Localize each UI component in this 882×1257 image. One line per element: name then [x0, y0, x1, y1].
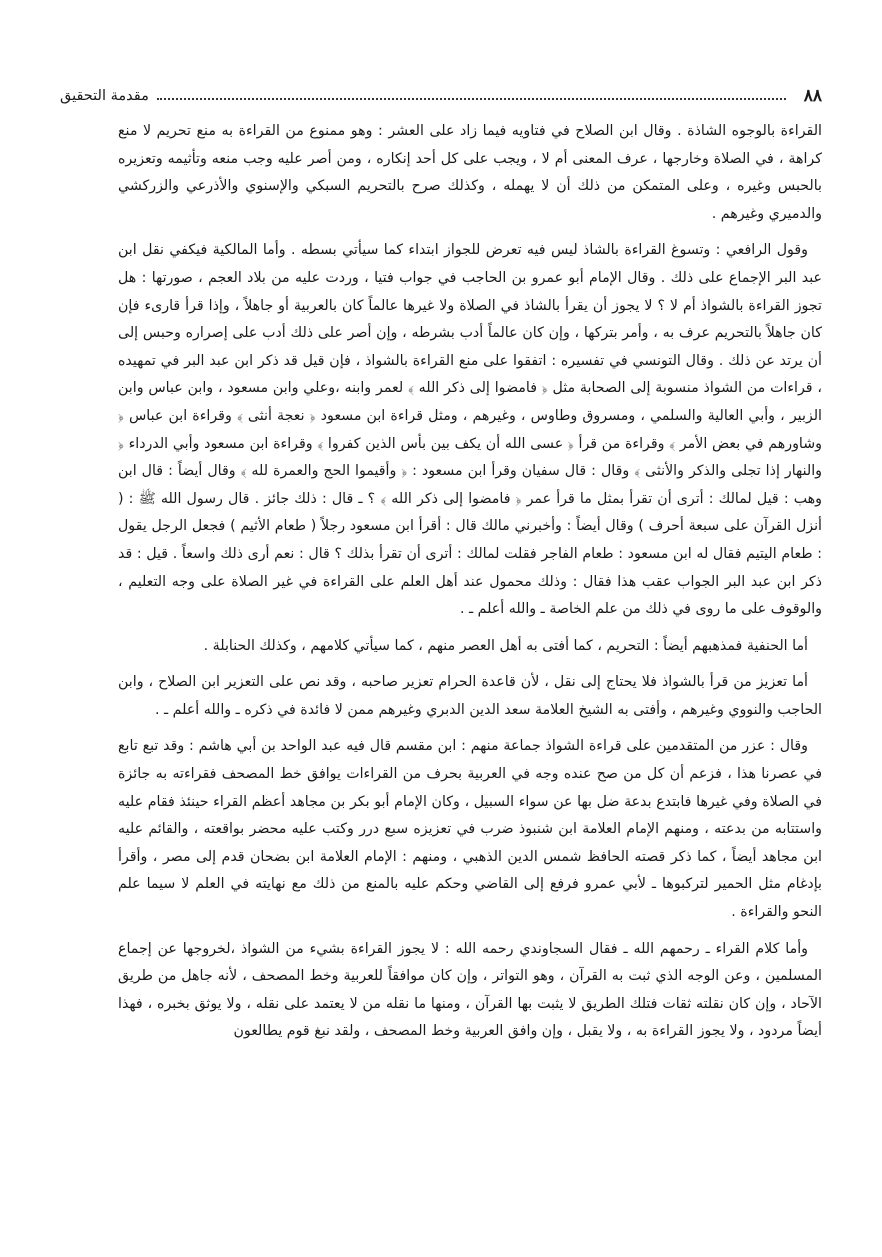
page-header — [60, 82, 822, 110]
body-text — [118, 118, 822, 1046]
running-title: مقدمة التحقيق — [60, 88, 149, 104]
paragraph: وأما كلام القراء ـ رحمهم الله ـ فقال السجاوندي رحمه الله : لا يجوز القراءة بشيء من الشواذ ،لخروجها عن إجماع المسلمين ، وعن الوجه الذي ثبت به القرآن ، وهو التواتر ، وإن كان موافقاً للعربية وخط المصحف ، لأنه جاهل من طريق الآحاد ، وإن كان نقلته ثقات فتلك الطريق لا يثبت بها القرآن ، ومنها ما نقله من لا يعتمد على نقله ، ولا يوثق بخبره ، فهذا أيضاً مردود ، ولا يجوز القراءة به ، ولا يقبل ، وإن وافق العربية وخط المصحف ، ولقد نبغ قوم يطالعون — [118, 940, 822, 1040]
header-dotted-leader — [157, 98, 786, 100]
paragraph: وقول الرافعي : وتسوغ القراءة بالشاذ ليس فيه تعرض للجواز ابتداء كما سيأتي بسطه . وأما المالكية فيكفي نقل ابن عبد البر الإجماع على ذلك . وقال الإمام أبو عمرو بن الحاجب في جواب فتيا ، وردت عليه من بلاد العجم ، صورتها : هل تجوز القراءة بالشواذ أم لا ؟ لا يجوز أن يقرأ بالشاذ في الصلاة ولا غيرها عالماً كان بالعربية أو جاهلاً ، وإذا قرأ قارىء فإن كان جاهلاً بالتحريم عرف به ، وأمر بتركها ، وإن كان عالماً أدب بشرطه ، وإن أصر على ذلك أدب على إصراره وحبس إلى أن يرتد عن ذلك . وقال التونسي في تفسيره : اتفقوا على منع القراءة بالشواذ ، فإن قيل قد ذكر ابن عبد البر في تمهيده ، قراءات من الشواذ منسوبة إلى الصحابة مثل ﴿ فامضوا إلى ذكر الله ﴾ لعمر وابنه ،وعلي وابن مسعود ، وابن عباس وابن الزبير ، وأبي العالية والسلمي ، ومسروق وطاوس ، وغيرهم ، ومثل قراءة ابن مسعود ﴿ نعجة أنثى ﴾ وقراءة ابن عباس ﴿ وشاورهم في بعض الأمر ﴾ وقراءة من قرأ ﴿ عسى الله أن يكف بين بأس الذين كفروا ﴾ وقراءة ابن مسعود وأبي الدرداء ﴿ والنهار إذا تجلى والذكر والأنثى ﴾ وقال : قال سفيان وقرأ ابن مسعود : ﴿ وأقيموا الحج والعمرة لله ﴾ وقال أيضاً : قال ابن وهب : قيل لمالك : أترى أن تقرأ بمثل ما قرأ عمر ﴿ فامضوا إلى ذكر الله ﴾ ؟ ـ قال : ذلك جائز . قال رسول الله ﷺ : ( أنزل القرآن على سبعة أحرف ) وقال أيضاً : وأخبرني مالك قال : أقرأ ابن مسعود رجلاً ( طعام الأثيم ) فجعل الرجل يقول : طعام اليتيم فقال له ابن مسعود : طعام الفاجر فقلت لمالك : أترى أن تقرأ بذلك ؟ قال : نعم أرى ذلك واسعاً . قيل : قد ذكر ابن عبد البر الجواب عقب هذا فقال : وذلك محمول عند أهل العلم على القراءة في غير الصلاة على وجه التعليم ، والوقوف على ما روى في ذلك من علم الخاصة ـ والله أعلم ـ . — [118, 242, 822, 618]
paragraph: وقال : عزر من المتقدمين على قراءة الشواذ جماعة منهم : ابن مقسم قال فيه عبد الواحد بن أبي هاشم : وقد تبع تابع في عصرنا هذا ، فزعم أن كل من صح عنده وجه في العربية بحرف من القراءات يوافق خط المصحف فقراءته به جائزة في الصلاة وفي غيرها فابتدع بدعة ضل بها عن سواء السبيل ، وكان الإمام أبو بكر بن مجاهد أعظم القراء حينئذ فقام عليه واستتابه من بدعته ، ومنهم الإمام العلامة ابن شنبوذ ضرب في تعزيزه سبع درر وكتب عليه محضر بواقعته ، والقائم عليه ابن مجاهد أيضاً ، كما ذكر قصته الحافظ شمس الدين الذهبي ، ومنهم : الإمام العلامة ابن بضحان قدم إلى مصر ، وأقرأ بإدغام مثل الحمير لتركبوها ـ لأبي عمرو فرفع إلى القاضي وحكم عليه بالمنع من ذلك مع نهايته في العلم لا سيما علم النحو والقراءة . — [118, 738, 822, 921]
page-number: ٨٨ — [803, 86, 822, 106]
paragraph: أما تعزيز من قرأ بالشواذ فلا يحتاج إلى نقل ، لأن قاعدة الحرام تعزير صاحبه ، وقد نص على التعزير ابن الصلاح ، وابن الحاجب والنووي وغيرهم ، وأفتى به الشيخ العلامة سعد الدين الدبري وغيرهم ممن لا فائدة في ذكره ـ والله أعلم ـ . — [118, 674, 822, 718]
paragraph: أما الحنفية فمذهبهم أيضاً : التحريم ، كما أفتى به أهل العصر منهم ، كما سيأتي كلامهم ، وكذلك الحنابلة . — [203, 637, 808, 654]
paragraph: القراءة بالوجوه الشاذة . وقال ابن الصلاح في فتاويه فيما زاد على العشر : وهو ممنوع من القراءة به منع تحريم لا منع كراهة ، في الصلاة وخارجها ، عرف المعنى أم لا ، ويجب على كل أحد إنكاره ، ومن أصر عليه وجب منعه وتأثيمه وتعزيره بالحبس وغيره ، وعلى المتمكن من ذلك أن لا يهمله ، وكذلك صرح بالتحريم السبكي والإسنوي والأذرعي والزركشي والدميري وغيرهم . — [118, 123, 822, 222]
